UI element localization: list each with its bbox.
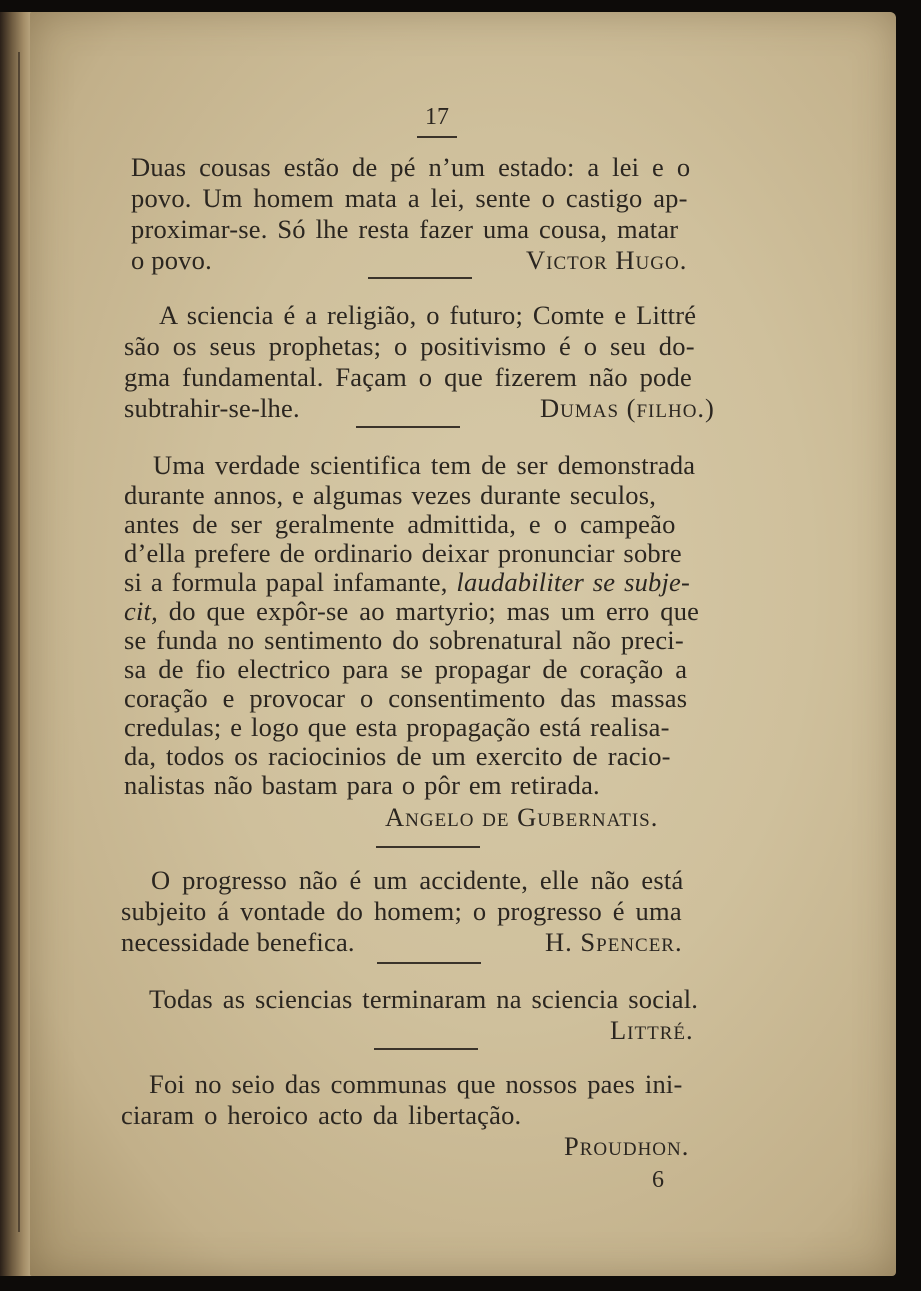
quote-author: H. Spencer.: [545, 927, 683, 957]
quote-line: Uma verdade scientifica tem de ser demonstrada: [153, 450, 696, 480]
page-number-rule: [417, 136, 457, 138]
book-page: [30, 12, 896, 1276]
quote-line: povo. Um homem mata a lei, sente o castigo ap-: [131, 183, 688, 213]
quote-line: proximar-se. Só lhe resta fazer uma cousa, matar: [131, 214, 679, 244]
quote-author: Littré.: [610, 1015, 694, 1045]
quote-line: se funda no sentimento do sobrenatural não preci-: [124, 625, 684, 655]
separator-rule: [356, 426, 460, 428]
quote-line: antes de ser geralmente admittida, e o campeão: [124, 509, 676, 539]
quote-line: subtrahir-se-lhe.: [124, 393, 300, 423]
quote-line: gma fundamental. Façam o que fizerem não pode: [124, 362, 692, 392]
quote-author: Victor Hugo.: [526, 245, 688, 275]
quote-line: coração e provocar o consentimento das massas: [124, 683, 688, 713]
quote-line: subjeito á vontade do homem; o progresso é uma: [121, 896, 682, 926]
separator-rule: [374, 1048, 478, 1050]
quote-latin-phrase: cit,: [124, 596, 158, 626]
quote-line-mixed: [124, 596, 699, 627]
quote-line-mixed: [124, 567, 690, 598]
quote-line: Foi no seio das communas que nossos paes ini-: [149, 1069, 683, 1099]
separator-rule: [368, 277, 472, 279]
quote-text: do que expôr-se ao martyrio; mas um erro que: [157, 596, 700, 626]
quote-line: são os seus prophetas; o positivismo é o seu do-: [124, 331, 695, 361]
book-spine: [0, 12, 34, 1276]
quote-latin-phrase: laudabiliter se subje-: [456, 567, 691, 597]
quote-author: Angelo de Gubernatis.: [385, 802, 659, 832]
page-text: [30, 12, 896, 1276]
quote-line: nalistas não bastam para o pôr em retirada.: [124, 770, 600, 800]
quote-line: Todas as sciencias terminaram na sciencia social.: [149, 984, 699, 1014]
separator-rule: [376, 846, 480, 848]
quote-line: o povo.: [131, 245, 212, 275]
quote-author: Proudhon.: [564, 1131, 690, 1161]
quote-line: sa de fio electrico para se propagar de coração a: [124, 654, 688, 684]
separator-rule: [377, 962, 481, 964]
quote-author: Dumas (filho.): [540, 393, 715, 423]
quote-line: A sciencia é a religião, o futuro; Comte e Littré: [159, 300, 697, 330]
quote-line: d’ella prefere de ordinario deixar pronunciar sobre: [124, 538, 682, 568]
quote-line: credulas; e logo que esta propagação está realisa-: [124, 712, 670, 742]
quote-line: durante annos, e algumas vezes durante seculos,: [124, 480, 657, 510]
quote-line: Duas cousas estão de pé n’um estado: a lei e o: [131, 152, 691, 182]
quote-text: si a formula papal infamante,: [124, 567, 448, 597]
quote-line: da, todos os raciocinios de um exercito de racio-: [124, 741, 671, 771]
quote-line: necessidade benefica.: [121, 927, 355, 957]
spine-edge: [18, 52, 20, 1232]
quote-line: ciaram o heroico acto da libertação.: [121, 1100, 522, 1130]
quote-line: O progresso não é um accidente, elle não está: [151, 865, 684, 895]
page-number-top: 17: [425, 104, 449, 130]
signature-mark: 6: [652, 1167, 664, 1193]
